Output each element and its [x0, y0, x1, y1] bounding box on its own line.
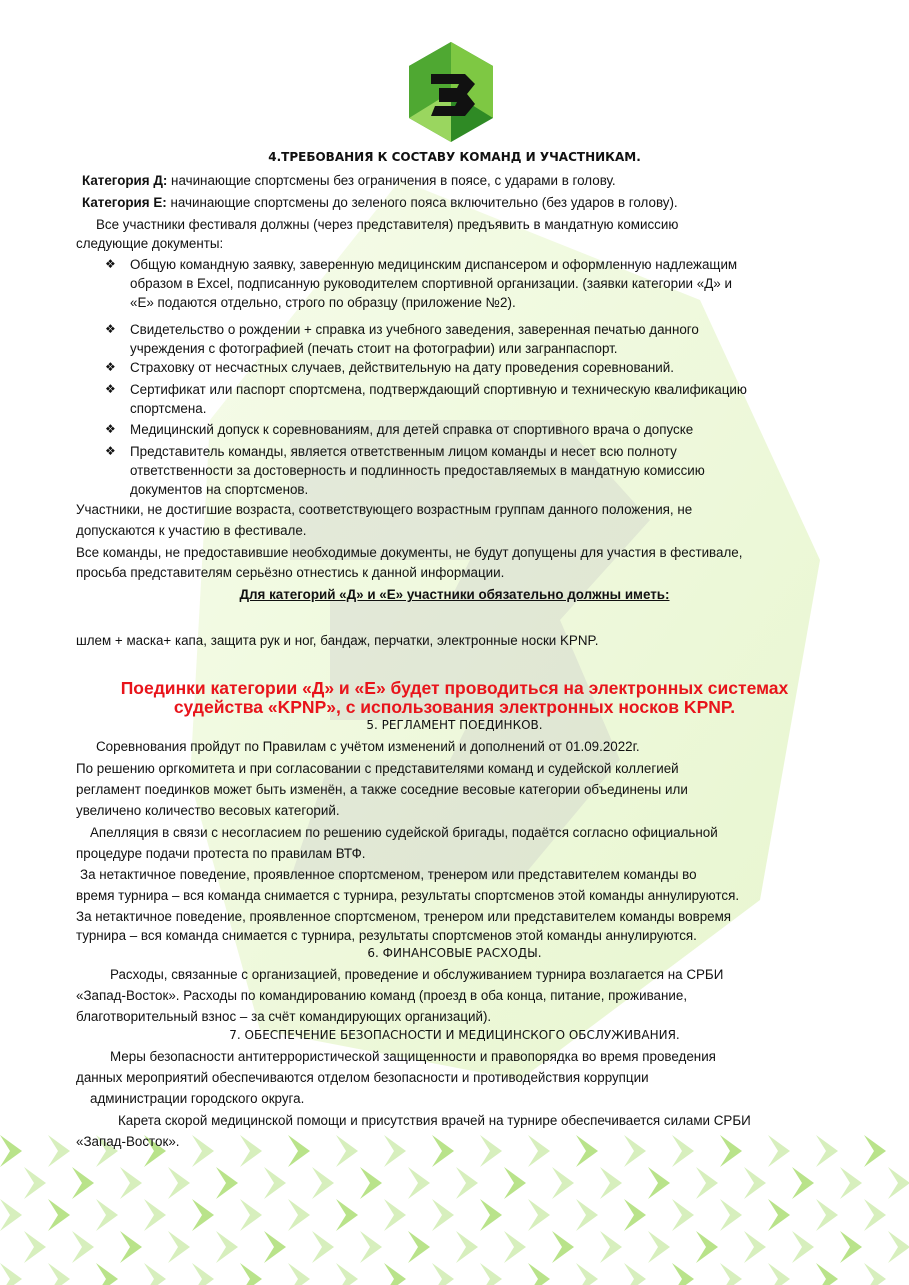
section-6-title: 6. ФИНАНСОВЫЕ РАСХОДЫ. [367, 946, 542, 960]
paragraph-line: Участники, не достигшие возраста, соответствующего возрастным группам данного положения, не [76, 502, 693, 517]
chevron-shape [744, 1167, 766, 1199]
chevron-shape [240, 1263, 262, 1285]
paragraph-line: процедуре подачи протеста по правилам ВТФ. [76, 846, 366, 861]
chevron-shape [192, 1263, 214, 1285]
chevron-shape [840, 1167, 862, 1199]
category-e-text: начинающие спортсмены до зеленого пояса включительно (без ударов в голову). [166, 195, 678, 210]
chevron-shape [408, 1231, 430, 1263]
chevron-shape [504, 1167, 526, 1199]
paragraph-line: увеличено количество весовых категорий. [76, 803, 340, 818]
diamond-bullet-icon: ❖ [105, 382, 116, 396]
paragraph-line: «Запад-Восток». [76, 1134, 180, 1149]
chevron-shape [120, 1231, 142, 1263]
chevron-shape [528, 1263, 550, 1285]
chevron-shape [408, 1167, 430, 1199]
chevron-shape [360, 1167, 382, 1199]
chevron-shape [768, 1135, 790, 1167]
chevron-shape [888, 1231, 909, 1263]
chevron-shape [624, 1199, 646, 1231]
bullet-item-line: Сертификат или паспорт спортсмена, подтверждающий спортивную и техническую квалификацию [130, 382, 747, 397]
paragraph-line: Расходы, связанные с организацией, проведение и обслуживанием турнира возлагается на СРБИ [110, 967, 724, 982]
chevron-shape [288, 1199, 310, 1231]
paragraph-line: Все команды, не предоставившие необходимые документы, не будут допущены для участия в фестивале, [76, 545, 743, 560]
chevron-shape [720, 1199, 742, 1231]
footer-chevron-pattern [0, 1135, 909, 1285]
chevron-shape [504, 1231, 526, 1263]
chevron-shape [192, 1135, 214, 1167]
chevron-shape [48, 1263, 70, 1285]
chevron-shape [816, 1135, 838, 1167]
paragraph-line: Все участники фестиваля должны (через представителя) предъявить в мандатную комиссию [96, 217, 679, 232]
chevron-shape [72, 1167, 94, 1199]
paragraph-line: регламент поединков может быть изменён, а также соседние весовые категории объединены или [76, 782, 688, 797]
chevron-shape [48, 1135, 70, 1167]
green-hexagon-logo [405, 40, 497, 144]
chevron-shape [864, 1263, 886, 1285]
chevron-shape [168, 1167, 190, 1199]
chevron-shape [792, 1231, 814, 1263]
chevron-shape [240, 1199, 262, 1231]
chevron-shape [648, 1231, 670, 1263]
chevron-shape [528, 1135, 550, 1167]
bullet-item-line: образом в Excel, подписанную руководителем спортивной организации. (заявки категории «Д» и [130, 276, 732, 291]
bullet-item-line: Страховку от несчастных случаев, действительную на дату проведения соревнований. [130, 360, 674, 375]
chevron-shape [672, 1199, 694, 1231]
chevron-shape [0, 1263, 22, 1285]
chevron-shape [432, 1135, 454, 1167]
diamond-bullet-icon: ❖ [105, 422, 116, 436]
chevron-shape [672, 1135, 694, 1167]
paragraph-line: «Запад-Восток». Расходы по командированию команд (проезд в оба конца, питание, проживание, [76, 988, 688, 1003]
chevron-shape [720, 1135, 742, 1167]
paragraph-line: За нетактичное поведение, проявленное спортсменом, тренером или представителем команды во [80, 867, 697, 882]
chevron-shape [840, 1231, 862, 1263]
chevron-shape [744, 1231, 766, 1263]
chevron-shape [528, 1199, 550, 1231]
chevron-shape [552, 1231, 574, 1263]
chevron-shape [696, 1167, 718, 1199]
chevron-shape [864, 1199, 886, 1231]
category-e [82, 194, 678, 211]
kpnp-notice-line: Поединки категории «Д» и «Е» будет проводиться на электронных системах [120, 678, 789, 698]
paragraph-line: время турнира – вся команда снимается с турнира, результаты спортсменов этой команды аннулируются. [76, 888, 740, 903]
chevron-shape [384, 1135, 406, 1167]
category-d-text: начинающие спортсмены без ограничения в поясе, с ударами в голову. [167, 173, 616, 188]
bullet-item-line: спортсмена. [130, 401, 207, 416]
chevron-shape [96, 1199, 118, 1231]
diamond-bullet-icon: ❖ [105, 360, 116, 374]
chevron-shape [384, 1199, 406, 1231]
diamond-bullet-icon: ❖ [105, 257, 116, 271]
chevron-shape [24, 1167, 46, 1199]
chevron-shape [72, 1231, 94, 1263]
chevron-shape [864, 1135, 886, 1167]
chevron-shape [576, 1263, 598, 1285]
chevron-shape [456, 1231, 478, 1263]
bullet-item-line: Общую командную заявку, заверенную медицинским диспансером и оформленную надлежащим [130, 257, 738, 272]
chevron-shape [624, 1263, 646, 1285]
chevron-shape [0, 1199, 22, 1231]
bullet-item-line: Свидетельство о рождении + справка из учебного заведения, заверенная печатью данного [130, 322, 699, 337]
diamond-bullet-icon: ❖ [105, 322, 116, 336]
chevron-shape [672, 1263, 694, 1285]
chevron-shape [552, 1167, 574, 1199]
chevron-shape [216, 1167, 238, 1199]
chevron-shape [120, 1167, 142, 1199]
chevron-shape [336, 1135, 358, 1167]
chevron-shape [336, 1263, 358, 1285]
paragraph-line: По решению оргкомитета и при согласовании с представителями команд и судейской коллегией [76, 761, 679, 776]
chevron-shape [216, 1231, 238, 1263]
chevron-shape [480, 1135, 502, 1167]
chevron-shape [312, 1167, 334, 1199]
chevron-shape [240, 1135, 262, 1167]
paragraph-line: Апелляция в связи с несогласием по решению судейской бригады, подаётся согласно официальной [90, 825, 718, 840]
paragraph-line: Меры безопасности антитеррористической защищенности и правопорядка во время проведения [110, 1049, 716, 1064]
chevron-shape [600, 1167, 622, 1199]
chevron-shape [264, 1231, 286, 1263]
paragraph-line: Карета скорой медицинской помощи и присутствия врачей на турнире обеспечивается силами СРБИ [118, 1113, 751, 1128]
chevron-shape [480, 1263, 502, 1285]
chevron-shape [96, 1263, 118, 1285]
chevron-shape [720, 1263, 742, 1285]
chevron-shape [600, 1231, 622, 1263]
chevron-shape [576, 1199, 598, 1231]
chevron-shape [168, 1231, 190, 1263]
section-4-title: 4.ТРЕБОВАНИЯ К СОСТАВУ КОМАНД И УЧАСТНИКАМ. [268, 150, 641, 164]
chevron-shape [312, 1231, 334, 1263]
bullet-item-line: документов на спортсменов. [130, 482, 309, 497]
category-e-label: Категория Е: [82, 195, 167, 210]
bullet-item-line: учреждения с фотографией (печать стоит на фотографии) или загранпаспорт. [130, 341, 618, 356]
paragraph-line: администрации городского округа. [90, 1091, 305, 1106]
chevron-shape [768, 1263, 790, 1285]
chevron-shape [696, 1231, 718, 1263]
chevron-shape [816, 1263, 838, 1285]
paragraph-line: следующие документы: [76, 236, 224, 251]
chevron-shape [648, 1167, 670, 1199]
diamond-bullet-icon: ❖ [105, 444, 116, 458]
chevron-shape [192, 1199, 214, 1231]
paragraph-line: Соревнования пройдут по Правилам с учётом изменений и дополнений от 01.09.2022г. [96, 739, 640, 754]
category-d [82, 172, 616, 189]
chevron-shape [24, 1231, 46, 1263]
chevron-shape [336, 1199, 358, 1231]
paragraph-line: данных мероприятий обеспечиваются отделом безопасности и противодействия коррупции [76, 1070, 649, 1085]
chevron-shape [288, 1263, 310, 1285]
chevron-shape [816, 1199, 838, 1231]
chevron-shape [792, 1167, 814, 1199]
bullet-item-line: ответственности за достоверность и подлинность предоставляемых в мандатную комиссию [130, 463, 705, 478]
section-5-title: 5. РЕГЛАМЕНТ ПОЕДИНКОВ. [366, 718, 543, 732]
paragraph-line: За нетактичное поведение, проявленное спортсменом, тренером или представителем команды вовремя [76, 909, 732, 924]
chevron-shape [288, 1135, 310, 1167]
equipment-heading: Для категорий «Д» и «Е» участники обязательно должны иметь: [239, 587, 670, 602]
section-7-title: 7. ОБЕСПЕЧЕНИЕ БЕЗОПАСНОСТИ И МЕДИЦИНСКОГО ОБСЛУЖИВАНИЯ. [229, 1028, 680, 1042]
paragraph-line: просьба представителям серьёзно отнестись к данной информации. [76, 565, 505, 580]
chevron-shape [456, 1167, 478, 1199]
bullet-item-line: «Е» подаются отдельно, строго по образцу (приложение №2). [130, 295, 516, 310]
chevron-shape [888, 1167, 909, 1199]
chevron-shape [264, 1167, 286, 1199]
chevron-shape [432, 1263, 454, 1285]
equipment-list: шлем + маска+ капа, защита рук и ног, бандаж, перчатки, электронные носки KPNP. [76, 633, 599, 648]
chevron-shape [624, 1135, 646, 1167]
chevron-shape [144, 1263, 166, 1285]
category-d-label: Категория Д: [82, 173, 168, 188]
chevron-shape [360, 1231, 382, 1263]
bullet-item-line: Медицинский допуск к соревнованиям, для детей справка от спортивного врача о допуске [130, 422, 694, 437]
chevron-shape [384, 1263, 406, 1285]
chevron-shape [0, 1135, 22, 1167]
chevron-shape [48, 1199, 70, 1231]
paragraph-line: допускаются к участию в фестивале. [76, 523, 307, 538]
chevron-shape [576, 1135, 598, 1167]
bullet-item-line: Представитель команды, является ответственным лицом команды и несет всю полноту [130, 444, 677, 459]
paragraph-line: турнира – вся команда снимается с турнира, результаты спортсменов этой команды аннулируются. [76, 928, 697, 943]
paragraph-line: благотворительный взнос – за счёт командирующих организаций). [76, 1009, 492, 1024]
chevron-shape [480, 1199, 502, 1231]
kpnp-notice-line: судейства «KPNP», с использования электронных носков KPNP. [173, 697, 736, 717]
chevron-shape [144, 1199, 166, 1231]
chevron-shape [432, 1199, 454, 1231]
chevron-shape [768, 1199, 790, 1231]
